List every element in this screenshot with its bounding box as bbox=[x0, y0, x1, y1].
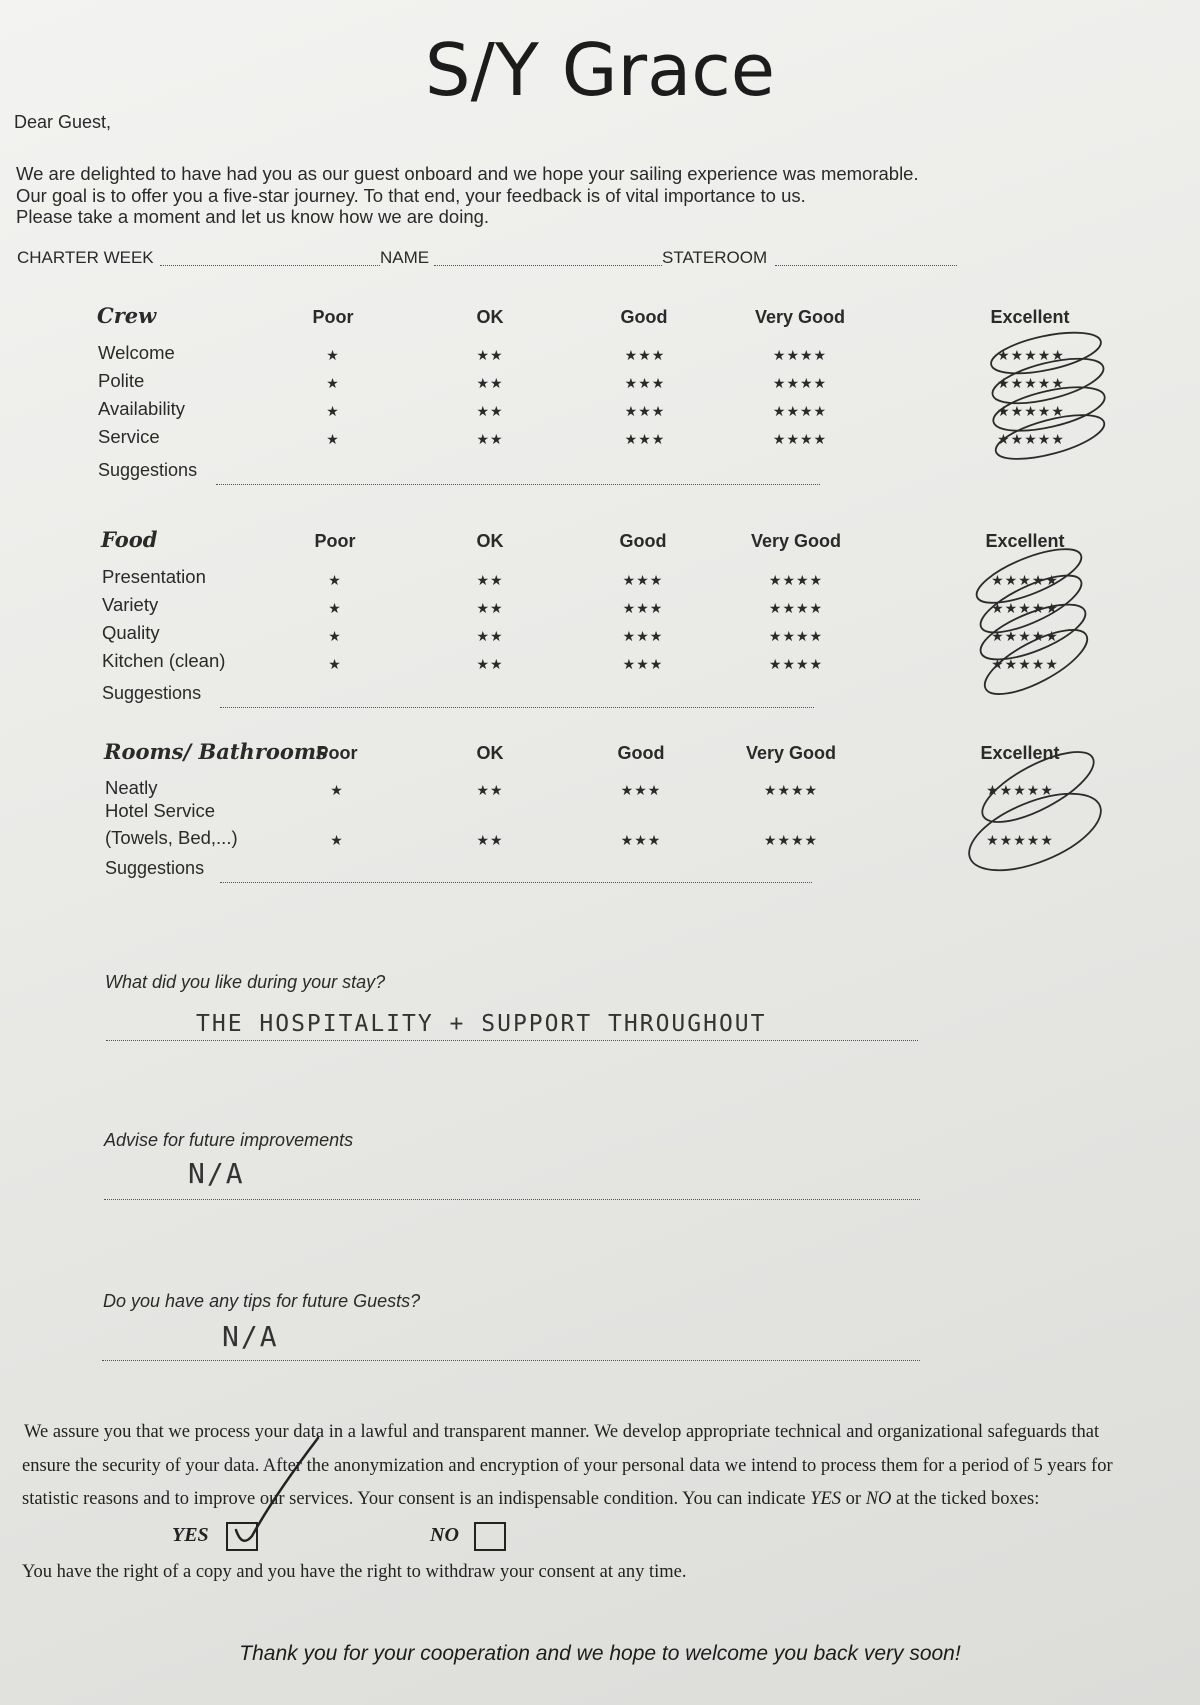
rating-item-label: Kitchen (clean) bbox=[102, 650, 226, 671]
answer-liked: THE HOSPITALITY + SUPPORT THROUGHOUT bbox=[196, 1011, 767, 1037]
rating-item-label: Variety bbox=[102, 594, 159, 615]
rating-option[interactable]: ★★★★★ bbox=[986, 782, 1054, 798]
rating-item-label: Neatly bbox=[105, 777, 158, 798]
rating-header: Poor bbox=[314, 531, 356, 551]
rating-option[interactable]: ★★★ bbox=[624, 403, 666, 419]
rating-item-label: Polite bbox=[98, 370, 145, 391]
yes-checkbox[interactable] bbox=[226, 1522, 258, 1551]
answer-tips-line[interactable] bbox=[102, 1360, 920, 1361]
suggestions-field[interactable] bbox=[216, 484, 820, 485]
thanks-text: Thank you for your cooperation and we hope to welcome you back very soon! bbox=[239, 1642, 961, 1665]
rating-option[interactable]: ★★★★★ bbox=[991, 600, 1059, 616]
rating-option[interactable]: ★★★★ bbox=[768, 600, 824, 616]
rating-option[interactable]: ★ bbox=[328, 572, 342, 588]
rating-option[interactable]: ★★ bbox=[476, 347, 504, 363]
name-label: NAME bbox=[380, 248, 430, 267]
rating-header: Excellent bbox=[985, 531, 1065, 551]
charter-week-label: CHARTER WEEK bbox=[17, 248, 154, 267]
rating-option[interactable]: ★ bbox=[328, 600, 342, 616]
consent-line-1: We assure you that we process your data in a lawful and transparent manner. We develop appropriate technical and organizational safeguards that bbox=[24, 1422, 1100, 1442]
rating-option[interactable]: ★★★★ bbox=[772, 431, 828, 447]
page-title: S/Y Grace bbox=[424, 28, 776, 112]
rating-item-label: Hotel Service bbox=[105, 800, 216, 821]
rating-item-label: Service bbox=[98, 426, 160, 447]
rating-option[interactable]: ★★★★ bbox=[768, 628, 824, 644]
intro-line-2: Our goal is to offer you a five-star journey. To that end, your feedback is of vital importance to us. bbox=[16, 185, 806, 206]
rating-option[interactable]: ★★ bbox=[476, 572, 504, 588]
rating-option[interactable]: ★★★ bbox=[622, 628, 664, 644]
rating-item-label: Welcome bbox=[98, 342, 175, 363]
rating-option[interactable]: ★★★★ bbox=[772, 347, 828, 363]
rights-text: You have the right of a copy and you have the right to withdraw your consent at any time. bbox=[22, 1562, 687, 1582]
rating-option[interactable]: ★★★★ bbox=[772, 375, 828, 391]
rating-option[interactable]: ★★★ bbox=[620, 832, 662, 848]
category-title: Rooms/ Bathrooms bbox=[104, 739, 328, 764]
rating-option[interactable]: ★★★★★ bbox=[997, 375, 1065, 391]
rating-option[interactable]: ★★ bbox=[476, 600, 504, 616]
charter-week-field[interactable] bbox=[160, 265, 380, 266]
rating-option[interactable]: ★★★★★ bbox=[997, 431, 1065, 447]
rating-option[interactable]: ★★ bbox=[476, 628, 504, 644]
rating-option[interactable]: ★★★★ bbox=[772, 403, 828, 419]
rating-option[interactable]: ★★ bbox=[476, 782, 504, 798]
rating-option[interactable]: ★ bbox=[326, 403, 340, 419]
rating-item-label: Quality bbox=[102, 622, 160, 643]
answer-liked-line[interactable] bbox=[106, 1040, 918, 1041]
rating-option[interactable]: ★★★ bbox=[620, 782, 662, 798]
rating-header: Good bbox=[617, 743, 665, 763]
suggestions-label: Suggestions bbox=[98, 460, 198, 480]
rating-option[interactable]: ★★★★ bbox=[763, 782, 819, 798]
category-title: Crew bbox=[97, 303, 157, 328]
rating-option[interactable]: ★ bbox=[330, 832, 344, 848]
rating-option[interactable]: ★★★★★ bbox=[986, 832, 1054, 848]
answer-improvements-line[interactable] bbox=[104, 1199, 920, 1200]
rating-option[interactable]: ★ bbox=[326, 431, 340, 447]
stateroom-field[interactable] bbox=[775, 265, 957, 266]
rating-option[interactable]: ★★★★ bbox=[763, 832, 819, 848]
question-tips: Do you have any tips for future Guests? bbox=[103, 1291, 421, 1311]
intro-line-1: We are delighted to have had you as our guest onboard and we hope your sailing experience was memorable. bbox=[16, 163, 919, 184]
rating-option[interactable]: ★ bbox=[328, 656, 342, 672]
rating-option[interactable]: ★★★★★ bbox=[991, 628, 1059, 644]
rating-option[interactable]: ★★★★★ bbox=[997, 403, 1065, 419]
rating-header: Poor bbox=[316, 743, 358, 763]
rating-header: Good bbox=[620, 307, 668, 327]
consent-line-2: ensure the security of your data. After the anonymization and encryption of your personal data we intend to process them for a period of 5 years for bbox=[22, 1456, 1113, 1476]
rating-option[interactable]: ★★ bbox=[476, 832, 504, 848]
category-title: Food bbox=[101, 527, 158, 552]
intro-line-3: Please take a moment and let us know how we are doing. bbox=[16, 206, 490, 227]
rating-header: Poor bbox=[312, 307, 354, 327]
rating-option[interactable]: ★★ bbox=[476, 431, 504, 447]
rating-header: OK bbox=[476, 743, 504, 763]
rating-item-label: Availability bbox=[98, 398, 186, 419]
rating-header: Very Good bbox=[745, 743, 837, 763]
rating-option[interactable]: ★ bbox=[326, 375, 340, 391]
rating-header: Excellent bbox=[990, 307, 1070, 327]
rating-header: OK bbox=[476, 307, 504, 327]
question-liked: What did you like during your stay? bbox=[105, 972, 386, 992]
rating-option[interactable]: ★★★ bbox=[622, 656, 664, 672]
answer-improvements: N/A bbox=[188, 1157, 245, 1190]
rating-item-label: Presentation bbox=[102, 566, 206, 587]
rating-option[interactable]: ★★★★★ bbox=[991, 572, 1059, 588]
no-label: NO bbox=[430, 1524, 459, 1546]
suggestions-field[interactable] bbox=[220, 707, 814, 708]
rating-option[interactable]: ★ bbox=[330, 782, 344, 798]
rating-header: Good bbox=[619, 531, 667, 551]
rating-option[interactable]: ★ bbox=[328, 628, 342, 644]
stateroom-label: STATEROOM bbox=[662, 248, 768, 267]
rating-option[interactable]: ★★★ bbox=[624, 375, 666, 391]
greeting: Dear Guest, bbox=[14, 112, 112, 132]
rating-header: Excellent bbox=[980, 743, 1060, 763]
rating-option[interactable]: ★★★★★ bbox=[991, 656, 1059, 672]
suggestions-label: Suggestions bbox=[105, 858, 205, 878]
rating-item-label: (Towels, Bed,...) bbox=[105, 827, 238, 848]
suggestions-label: Suggestions bbox=[102, 683, 202, 703]
name-field[interactable] bbox=[434, 265, 662, 266]
rating-option[interactable]: ★★ bbox=[476, 375, 504, 391]
rating-option[interactable]: ★★★★★ bbox=[997, 347, 1065, 363]
rating-option[interactable]: ★★★★ bbox=[768, 572, 824, 588]
suggestions-field[interactable] bbox=[220, 882, 812, 883]
rating-option[interactable]: ★ bbox=[326, 347, 340, 363]
rating-option[interactable]: ★★ bbox=[476, 403, 504, 419]
answer-tips: N/A bbox=[222, 1320, 279, 1353]
rating-option[interactable]: ★★★ bbox=[624, 431, 666, 447]
yes-label: YES bbox=[172, 1524, 209, 1546]
rating-option[interactable]: ★★ bbox=[476, 656, 504, 672]
consent-line-3: statistic reasons and to improve our services. Your consent is an indispensable condition. You can indicate YES or NO at the ticked boxes: bbox=[22, 1489, 1040, 1509]
rating-option[interactable]: ★★★★ bbox=[768, 656, 824, 672]
no-checkbox[interactable] bbox=[474, 1522, 506, 1551]
question-improvements: Advise for future improvements bbox=[104, 1130, 354, 1150]
rating-option[interactable]: ★★★ bbox=[622, 572, 664, 588]
rating-header: OK bbox=[476, 531, 504, 551]
rating-option[interactable]: ★★★ bbox=[624, 347, 666, 363]
rating-header: Very Good bbox=[754, 307, 846, 327]
rating-header: Very Good bbox=[750, 531, 842, 551]
rating-option[interactable]: ★★★ bbox=[622, 600, 664, 616]
